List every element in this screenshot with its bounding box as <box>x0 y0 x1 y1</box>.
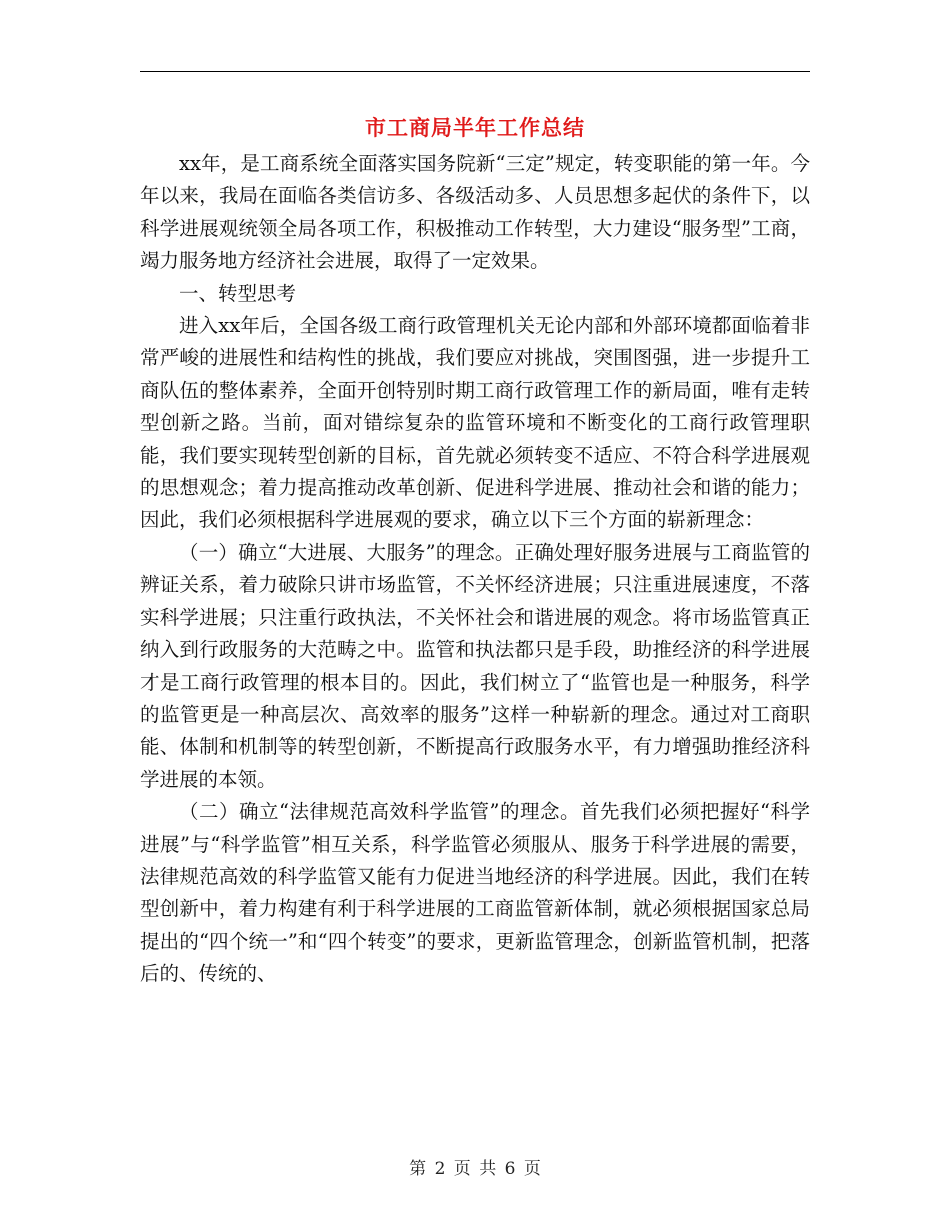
document-title: 市工商局半年工作总结 <box>365 115 585 140</box>
section-heading: 一、转型思考 <box>179 281 297 305</box>
page-footer: 第 2 页 共 6 页 <box>409 1159 541 1179</box>
paragraph-intro: xx年，是工商系统全面落实国务院新“三定”规定，转变职能的第一年。今年以来，我局在面临各类信访多、各级活动多、人员思想多起伏的条件下，以科学进展观统领全局各项工作，积极推动工作转型，大力建设“服务型”工商，竭力服务地方经济社会进展，取得了一定效果。 <box>140 152 810 273</box>
paragraph: 进入xx年后，全国各级工商行政管理机关无论内部和外部环境都面临着非常严峻的进展性和结构性的挑战，我们要应对挑战，突围图强，进一步提升工商队伍的整体素养，全面开创特别时期工商行政管理工作的新局面，唯有走转型创新之路。当前，面对错综复杂的监管环境和不断变化的工商行政管理职能，我们要实现转型创新的目标，首先就必须转变不适应、不符合科学进展观的思想观念；着力提高推动改革创新、促进科学进展、推动社会和谐的能力；因此，我们必须根据科学进展观的要求，确立以下三个方面的崭新理念： <box>140 314 810 532</box>
paragraph: （二）确立“法律规范高效科学监管”的理念。首先我们必须把握好“科学进展”与“科学监管”相互关系，科学监管必须服从、服务于科学进展的需要，法律规范高效的科学监管又能有力促进当地经济的科学进展。因此，我们在转型创新中，着力构建有利于科学进展的工商监管新体制，就必须根据国家总局提出的“四个统一”和“四个转变”的要求，更新监管理念，创新监管机制，把落后的、传统的、 <box>140 800 810 986</box>
document-body <box>140 148 810 991</box>
paragraph: （一）确立“大进展、大服务”的理念。正确处理好服务进展与工商监管的辨证关系，着力破除只讲市场监管，不关怀经济进展；只注重进展速度，不落实科学进展；只注重行政执法，不关怀社会和谐进展的观念。将市场监管真正纳入到行政服务的大范畴之中。监管和执法都只是手段，助推经济的科学进展才是工商行政管理的根本目的。因此，我们树立了“监管也是一种服务，科学的监管更是一种高层次、高效率的服务”这样一种崭新的理念。通过对工商职能、体制和机制等的转型创新，不断提高行政服务水平，有力增强助推经济科学进展的本领。 <box>140 540 810 791</box>
header-rule <box>140 71 810 72</box>
